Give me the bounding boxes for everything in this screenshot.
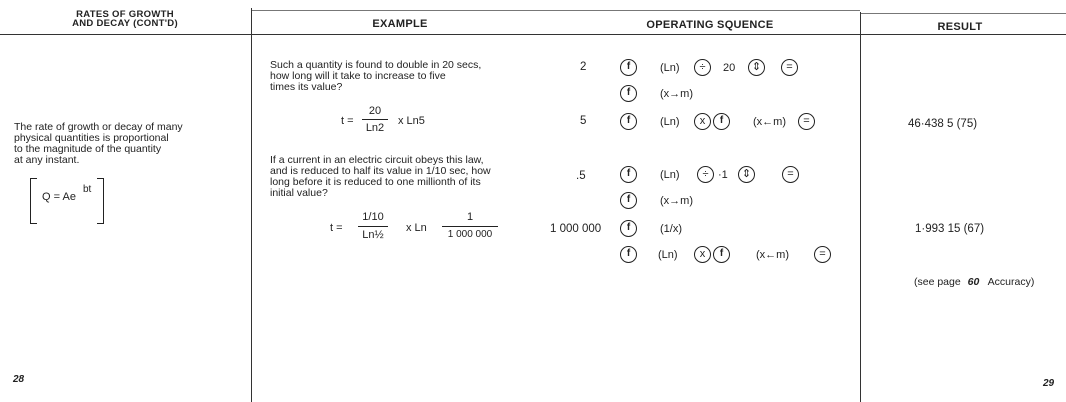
store-memory-op: (x→m) bbox=[660, 88, 693, 100]
question-line: how long will it take to increase to five bbox=[270, 70, 446, 82]
example2-denominator-1: Ln½ bbox=[362, 229, 384, 241]
f-key[interactable]: f bbox=[620, 113, 637, 130]
column-divider-1 bbox=[251, 8, 252, 402]
example1-t-label: t = bbox=[341, 115, 354, 127]
ln-op: (Ln) bbox=[660, 169, 680, 181]
header-top-rule bbox=[252, 10, 860, 11]
example2-mid: x Ln bbox=[406, 222, 427, 234]
description-text bbox=[14, 122, 244, 166]
question-line: initial value? bbox=[270, 187, 328, 199]
example1-numerator: 20 bbox=[368, 105, 382, 117]
example2-numerator-1: 1/10 bbox=[362, 211, 384, 223]
header-line: RATES OF GROWTH bbox=[76, 9, 174, 20]
reciprocal-op: (1/x) bbox=[660, 223, 682, 235]
ln-op: (Ln) bbox=[658, 249, 678, 261]
recall-memory-op: (x←m) bbox=[753, 116, 786, 128]
example2-numerator-2: 1 bbox=[466, 211, 474, 223]
column-header-example: EXAMPLE bbox=[372, 18, 428, 30]
question-line: long before it is reduced to one millionth of its bbox=[270, 176, 481, 188]
result-value-2: 1·993 15 (67) bbox=[915, 223, 985, 235]
equals-key[interactable]: = bbox=[798, 113, 815, 130]
multiply-key[interactable]: x bbox=[694, 113, 711, 130]
example1-question bbox=[270, 60, 540, 93]
f-key[interactable]: f bbox=[620, 246, 637, 263]
question-line: Such a quantity is found to double in 20 secs, bbox=[270, 59, 482, 71]
question-line: and is reduced to half its value in 1/10 sec, how bbox=[270, 165, 491, 177]
description-line: to the magnitude of the quantity bbox=[14, 143, 162, 155]
exchange-key[interactable]: ⇕ bbox=[738, 166, 755, 183]
f-key[interactable]: f bbox=[713, 113, 730, 130]
example2-question bbox=[270, 155, 540, 199]
formula-box bbox=[30, 178, 104, 222]
entry-value: ·1 bbox=[718, 169, 728, 181]
f-key[interactable]: f bbox=[620, 220, 637, 237]
column-header-topic bbox=[40, 10, 210, 28]
header-top-rule-right bbox=[861, 13, 1066, 14]
divide-key[interactable]: ÷ bbox=[697, 166, 714, 183]
divide-key[interactable]: ÷ bbox=[694, 59, 711, 76]
f-key[interactable]: f bbox=[713, 246, 730, 263]
multiply-key[interactable]: x bbox=[694, 246, 711, 263]
header-line: AND DECAY (CONT'D) bbox=[72, 18, 178, 29]
example2-fraction-bar-1 bbox=[358, 226, 388, 227]
example2-t-label: t = bbox=[330, 222, 343, 234]
example2-fraction-bar-2 bbox=[442, 226, 498, 227]
accuracy-note bbox=[914, 276, 1034, 288]
ln-op: (Ln) bbox=[660, 62, 680, 74]
page-number-right: 29 bbox=[1043, 378, 1055, 389]
exchange-key[interactable]: ⇕ bbox=[748, 59, 765, 76]
column-header-result: RESULT bbox=[937, 21, 983, 33]
note-text: (see page bbox=[914, 276, 961, 288]
example2-denominator-2: 1 000 000 bbox=[447, 229, 493, 240]
column-header-operating-sequence: OPERATING SQUENCE bbox=[646, 19, 774, 31]
question-line: If a current in an electric circuit obeys this law, bbox=[270, 154, 484, 166]
example1-fraction-bar bbox=[362, 119, 388, 120]
entry-value: .5 bbox=[576, 170, 586, 182]
description-line: physical quantities is proportional bbox=[14, 132, 169, 144]
f-key[interactable]: f bbox=[620, 85, 637, 102]
equals-key[interactable]: = bbox=[814, 246, 831, 263]
formula-exponent: bt bbox=[83, 184, 92, 195]
description-line: at any instant. bbox=[14, 154, 80, 166]
note-page-link[interactable]: 60 bbox=[967, 276, 980, 288]
entry-value: 2 bbox=[580, 61, 587, 73]
question-line: times its value? bbox=[270, 81, 343, 93]
ln-op: (Ln) bbox=[660, 116, 680, 128]
store-memory-op: (x→m) bbox=[660, 195, 693, 207]
equals-key[interactable]: = bbox=[781, 59, 798, 76]
header-rule bbox=[0, 34, 1066, 35]
f-key[interactable]: f bbox=[620, 166, 637, 183]
recall-memory-op: (x←m) bbox=[756, 249, 789, 261]
note-text: Accuracy) bbox=[987, 276, 1035, 288]
page-number-left: 28 bbox=[13, 374, 25, 385]
result-value-1: 46·438 5 (75) bbox=[908, 118, 978, 130]
column-divider-2 bbox=[860, 12, 861, 402]
entry-value: 1 000 000 bbox=[550, 223, 602, 235]
example1-denominator: Ln2 bbox=[365, 122, 385, 134]
description-line: The rate of growth or decay of many bbox=[14, 121, 183, 133]
equals-key[interactable]: = bbox=[782, 166, 799, 183]
formula-text: Q = Ae bbox=[42, 191, 76, 203]
entry-value: 5 bbox=[580, 115, 587, 127]
f-key[interactable]: f bbox=[620, 192, 637, 209]
entry-value: 20 bbox=[723, 62, 736, 74]
f-key[interactable]: f bbox=[620, 59, 637, 76]
example1-tail: x Ln5 bbox=[398, 115, 425, 127]
